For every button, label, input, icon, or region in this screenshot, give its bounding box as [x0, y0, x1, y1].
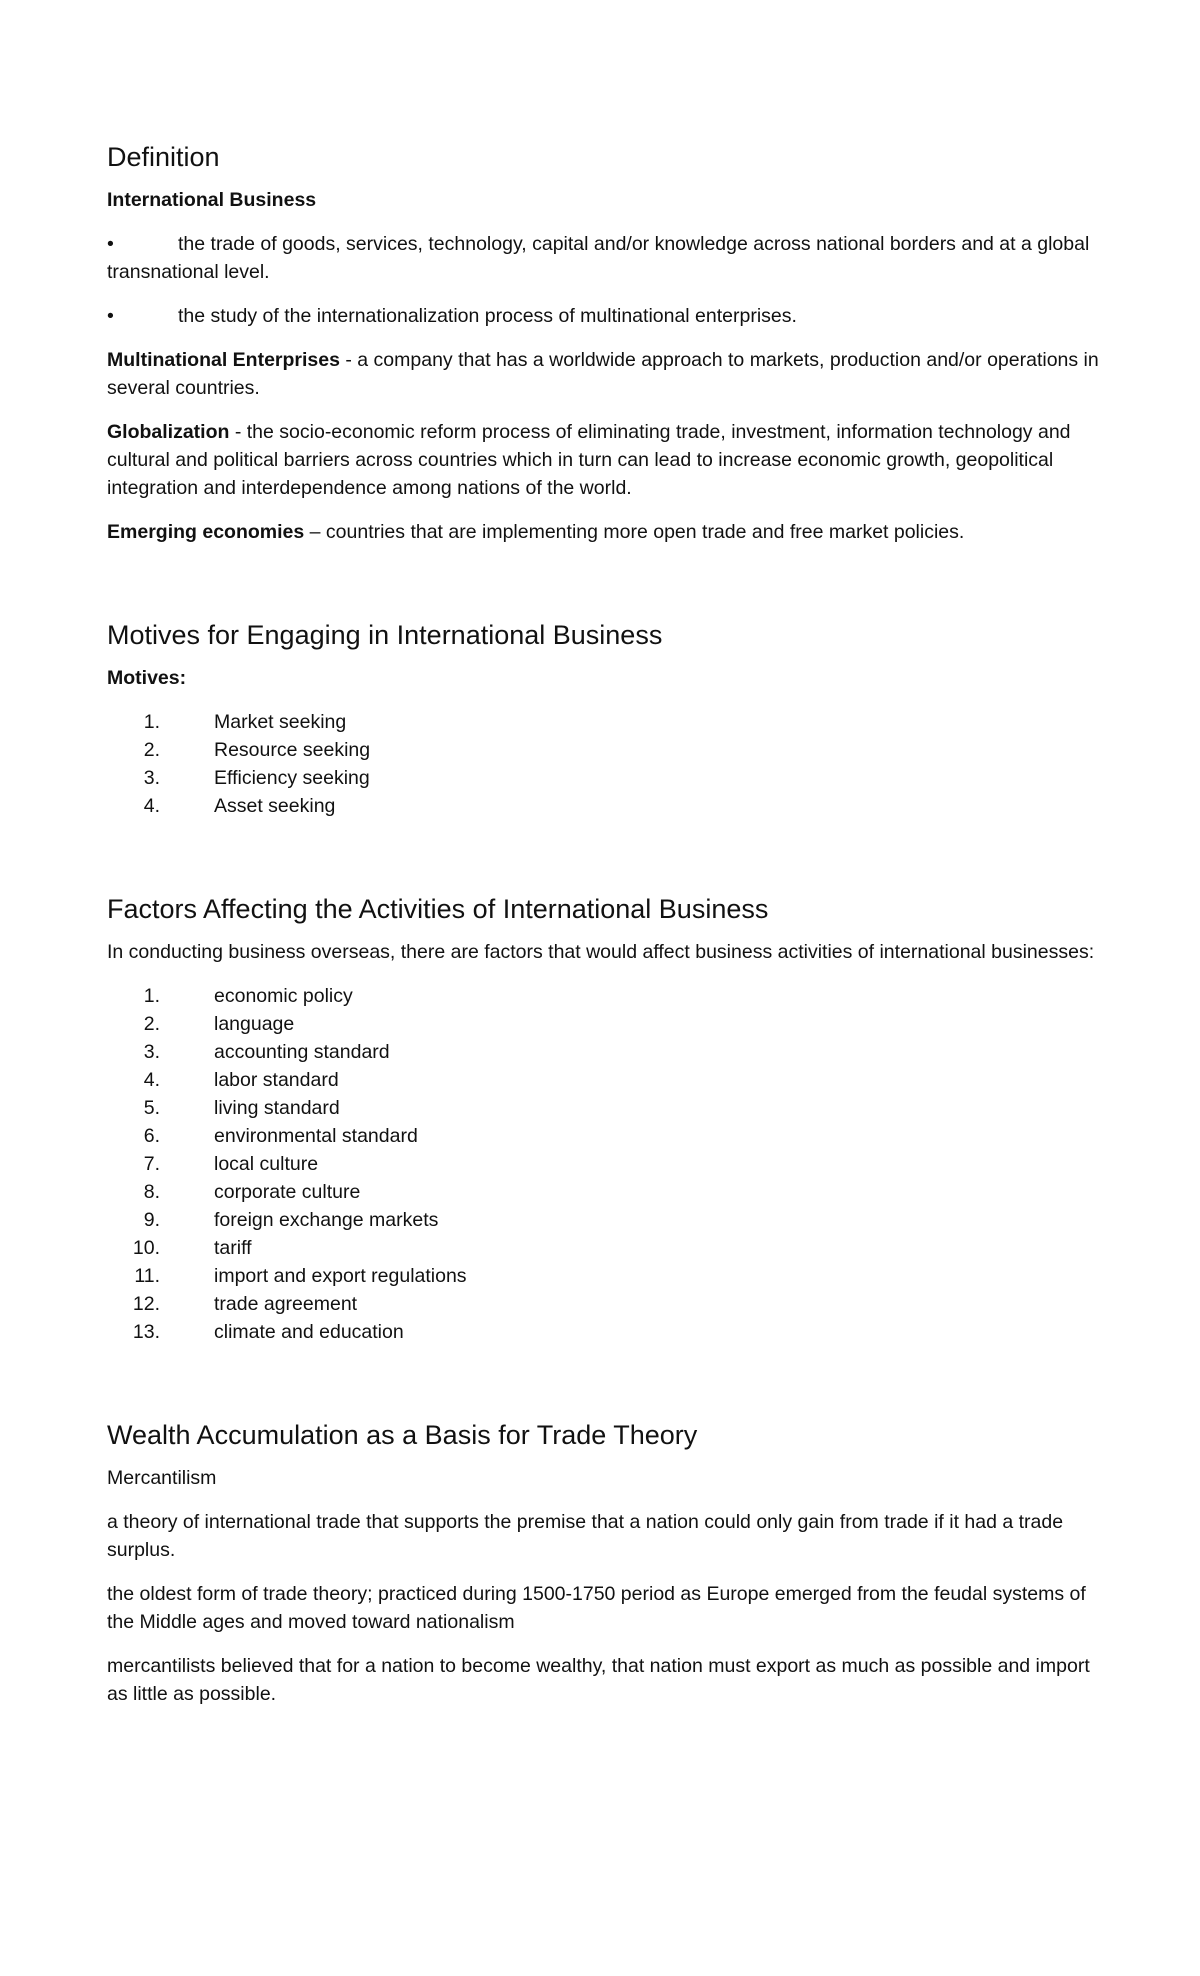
list-item: 9. foreign exchange markets [143, 1209, 439, 1231]
list-item: 5. living standard [143, 1097, 340, 1119]
document-page [107, 140, 1107, 1724]
list-item: 4. labor standard [143, 1069, 339, 1091]
list-item: 2. language [143, 1013, 295, 1035]
bullet-item: • the study of the internationalization process of multinational enterprises. [107, 305, 797, 327]
list-item: 13. climate and education [132, 1321, 404, 1343]
list-item: 1. Market seeking [143, 711, 347, 733]
list-item: 1. economic policy [143, 985, 353, 1007]
list-item: 6. environmental standard [143, 1125, 418, 1147]
paragraph: a theory of international trade that supports the premise that a nation could only gain from trade if it had a trade surplus. [107, 1511, 1064, 1561]
paragraph: mercantilists believed that for a nation to become wealthy, that nation must export as much as possible and import as little as possible. [107, 1655, 1090, 1705]
list-item: 12. trade agreement [132, 1293, 358, 1315]
factors-intro: In conducting business overseas, there are factors that would affect business activities of international businesses: [107, 941, 1095, 963]
section-heading-factors: Factors Affecting the Activities of International Business [107, 894, 769, 924]
list-item: 3. Efficiency seeking [143, 767, 370, 789]
list-item: 4. Asset seeking [143, 795, 336, 817]
definition-multinational-enterprises: Multinational Enterprises - a company that has a worldwide approach to markets, production and/or operations in several countries. [107, 349, 1099, 399]
bullet-item: • the trade of goods, services, technology, capital and/or knowledge across national borders and at a global transnational level. [107, 233, 1090, 283]
mercantilism-subheading: Mercantilism [107, 1467, 217, 1489]
term-international-business: International Business [107, 189, 317, 211]
definition-emerging-economies: Emerging economies – countries that are implementing more open trade and free market policies. [107, 521, 965, 543]
list-item: 2. Resource seeking [143, 739, 371, 761]
section-heading-definition: Definition [107, 142, 220, 172]
list-item: 10. tariff [132, 1237, 252, 1259]
section-heading-wealth: Wealth Accumulation as a Basis for Trade Theory [107, 1420, 698, 1450]
list-item: 11. import and export regulations [134, 1265, 467, 1287]
definition-globalization: Globalization - the socio-economic reform process of eliminating trade, investment, information technology and cultural and political barriers across countries which in turn can lead to increase economic growth, geopolitical integration and interdependence among nations of the world. [107, 421, 1071, 499]
motives-label: Motives: [107, 667, 187, 689]
list-item: 3. accounting standard [143, 1041, 390, 1063]
list-item: 8. corporate culture [143, 1181, 361, 1203]
paragraph: the oldest form of trade theory; practiced during 1500-1750 period as Europe emerged from the feudal systems of the Middle ages and moved toward nationalism [107, 1583, 1086, 1633]
factors-list [107, 982, 1107, 1346]
motives-list [107, 708, 1107, 820]
list-item: 7. local culture [143, 1153, 319, 1175]
section-heading-motives: Motives for Engaging in International Business [107, 620, 663, 650]
